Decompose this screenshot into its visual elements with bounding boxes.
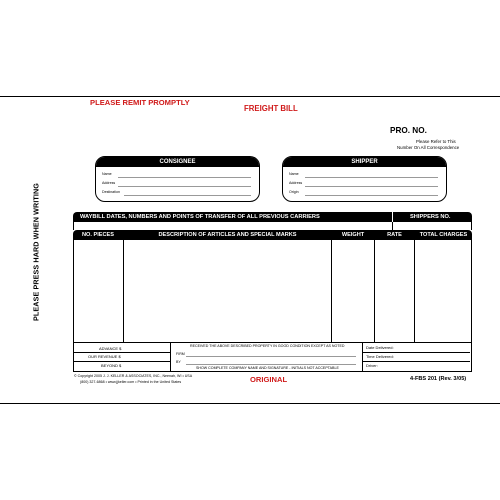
items-divider-4 [414, 240, 415, 342]
show-complete-note: SHOW COMPLETE COMPANY NAME AND SIGNATURE - INITIALS NOT ACCEPTABLE [196, 366, 339, 370]
firm-field[interactable] [186, 356, 356, 357]
time-delivered-label: Time Delivered: [366, 354, 394, 359]
press-hard-note: PLEASE PRESS HARD WHEN WRITING [31, 183, 41, 321]
consignee-address-field[interactable] [118, 186, 251, 187]
beyond-label: BEYOND $ [101, 363, 122, 368]
col-weight: WEIGHT [341, 232, 365, 238]
shipper-box [282, 156, 447, 202]
received-note: RECEIVED THE ABOVE DESCRIBED PROPERTY IN GOOD CONDITION EXCEPT AS NOTED [190, 344, 345, 348]
driver-label: Driver: [366, 363, 378, 368]
items-divider-1 [123, 240, 124, 342]
col-description: DESCRIPTION OF ARTICLES AND SPECIAL MARKS [158, 232, 297, 238]
shipper-name-label: Name [289, 172, 299, 176]
consignee-address-label: Address [102, 181, 116, 185]
consignee-name-label: Name [102, 172, 112, 176]
advance-label: ADVANCE $ [99, 346, 122, 351]
shipper-name-field[interactable] [305, 177, 438, 178]
footer-divider-1 [170, 342, 171, 371]
shipper-origin-label: Origin [289, 190, 299, 194]
col-rate: RATE [387, 232, 402, 238]
firm-label: FIRM [176, 352, 185, 356]
date-delivered-line[interactable] [362, 352, 470, 353]
consignee-box [95, 156, 260, 202]
shipper-address-label: Address [289, 181, 303, 185]
footer-divider-2 [362, 342, 363, 371]
items-divider-2 [331, 240, 332, 342]
shipper-header: SHIPPER [283, 157, 446, 167]
copyright-line1: © Copyright 2005 J. J. KELLER & ASSOCIATES, INC., Neenah, WI • USA [74, 374, 193, 378]
date-delivered-label: Date Delivered: [366, 345, 394, 350]
by-label: BY [176, 360, 181, 364]
waybill-row-divider [392, 222, 393, 230]
items-divider-3 [374, 240, 375, 342]
time-delivered-line[interactable] [362, 361, 470, 362]
waybill-divider [392, 212, 393, 222]
col-total-charges: TOTAL CHARGES [419, 232, 468, 238]
consignee-destination-field[interactable] [124, 195, 251, 196]
consignee-header: CONSIGNEE [96, 157, 259, 167]
pro-number-label: PRO. NO. [390, 126, 427, 135]
col-no-pieces: NO. PIECES [81, 232, 115, 238]
refer-note-line1: Please Refer to This [416, 139, 456, 144]
form-number: 4-FBS 201 (Rev. 3/05) [410, 376, 467, 382]
items-table-body[interactable] [73, 240, 472, 343]
shipper-origin-field[interactable] [305, 195, 438, 196]
original-label: ORIGINAL [250, 375, 288, 384]
our-revenue-line [73, 361, 170, 362]
shipper-address-field[interactable] [305, 186, 438, 187]
our-revenue-label: OUR REVENUE $ [88, 354, 121, 359]
by-field[interactable] [186, 364, 356, 365]
copyright-line2: (800) 327-6868 • www.jjkeller.com • Printed in the United States [80, 380, 182, 384]
refer-note-line2: Number On All Correspondence [397, 145, 460, 150]
advance-line [73, 352, 170, 353]
consignee-destination-label: Destination [102, 190, 120, 194]
freight-bill-title: FREIGHT BILL [244, 104, 298, 113]
waybill-title: WAYBILL DATES, NUMBERS AND POINTS OF TRANSFER OF ALL PREVIOUS CARRIERS [80, 214, 320, 220]
remit-promptly-text: PLEASE REMIT PROMPTLY [90, 98, 190, 107]
consignee-name-field[interactable] [118, 177, 251, 178]
shippers-no-label: SHIPPERS NO. [410, 214, 451, 220]
waybill-entry-row[interactable] [73, 222, 472, 230]
